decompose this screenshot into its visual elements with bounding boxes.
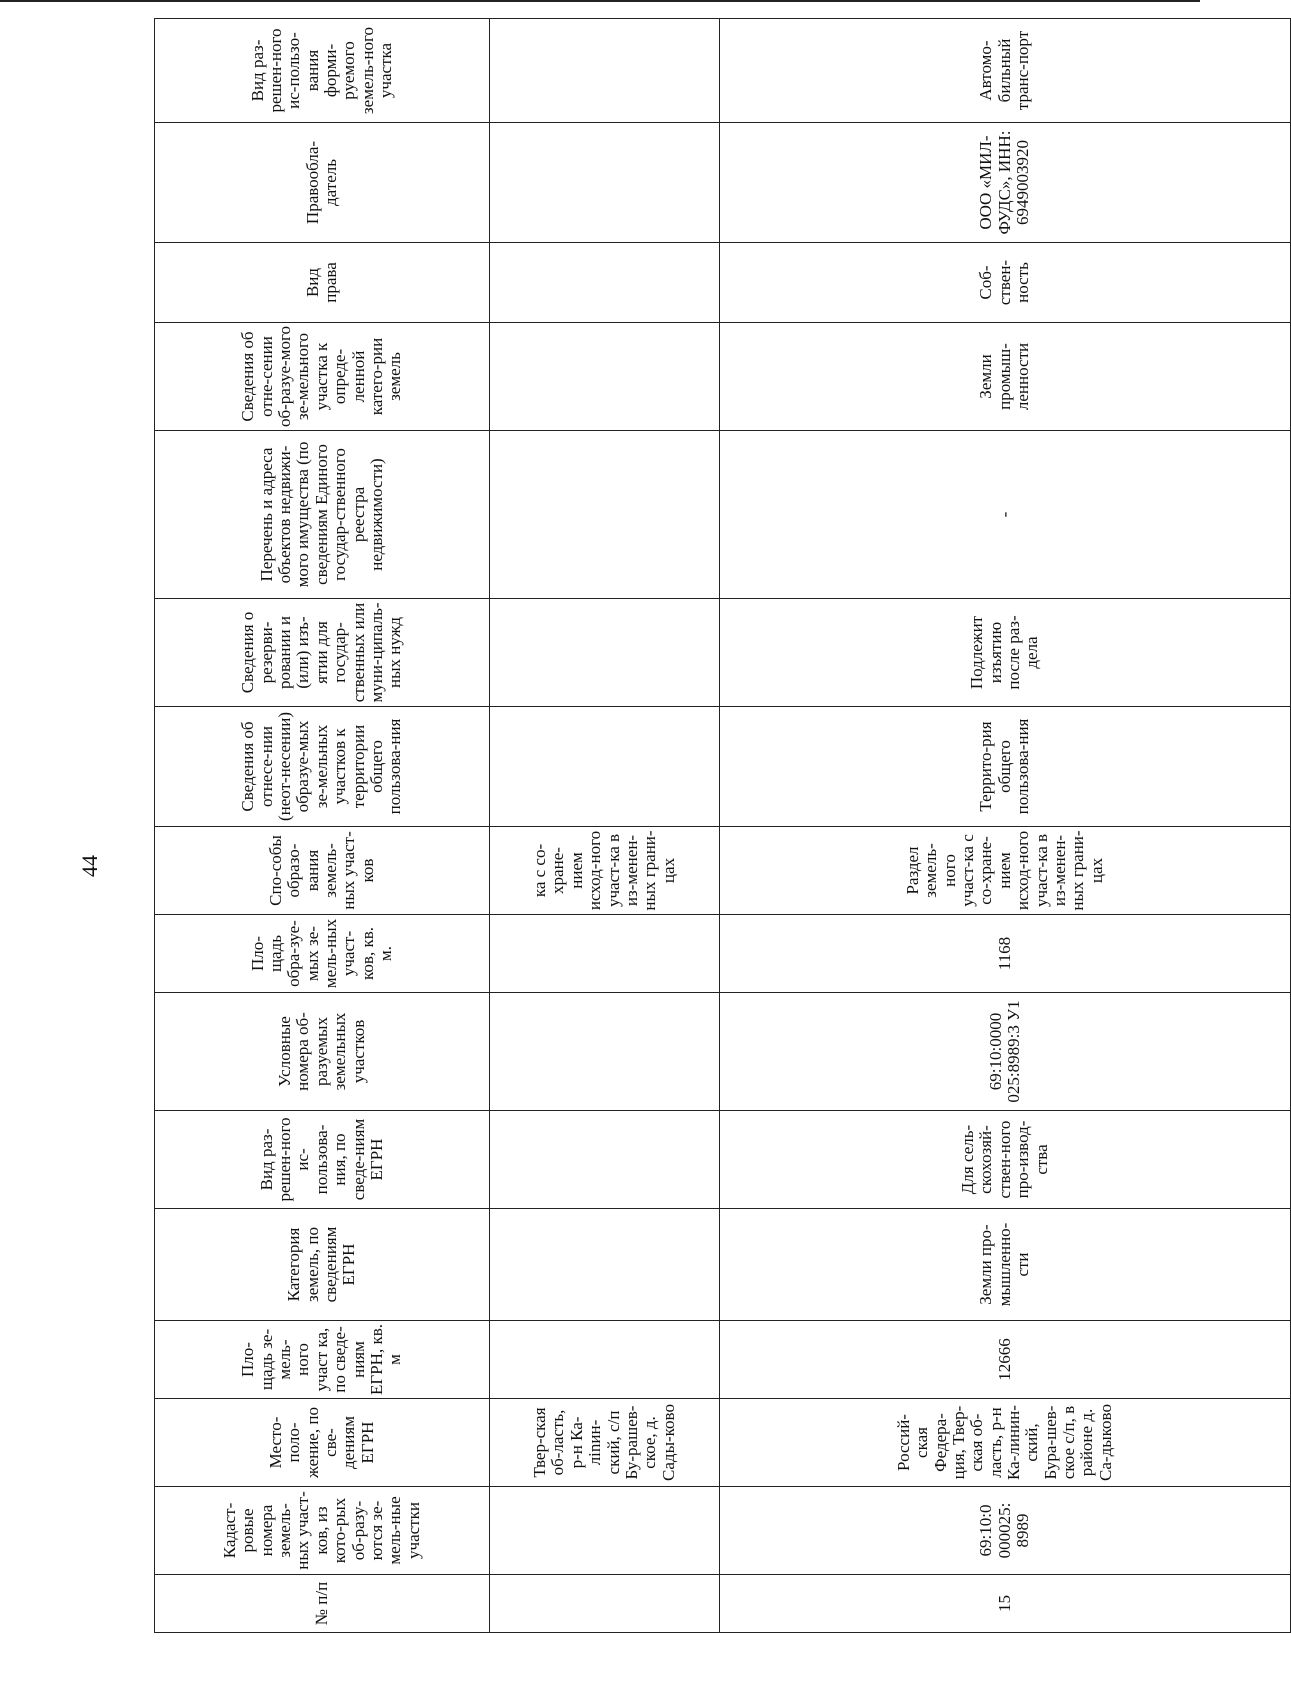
table-cell: 12666 — [720, 1321, 1291, 1399]
land-plots-table — [154, 18, 1291, 1633]
table-cell: - — [720, 431, 1291, 599]
table-cell: 1168 — [720, 915, 1291, 993]
table-header-row — [155, 19, 490, 1633]
table-cell — [490, 1575, 720, 1633]
table-cell — [490, 323, 720, 431]
header-cell-number: № п/п — [155, 1575, 490, 1633]
header-cell-public-territory: Сведения об отнесе-нии (неот-несении) образуе-мых зе-мельных участков к территории общего пользова-ния — [155, 707, 490, 827]
table-row — [490, 19, 720, 1633]
header-cell-land-category-assignment: Сведения об отне-сении об-разуе-мого зе-мельного участка к опреде-ленной катего-рии земель — [155, 323, 490, 431]
table-cell: Земли промыш-ленности — [720, 323, 1291, 431]
header-cell-conditional-numbers: Условные номера об-разуемых земельных участков — [155, 993, 490, 1111]
header-cell-reservation: Сведения о резерви-ровании и (или) изъ-ятии для государ-ственных или муни-ципаль-ных нужд — [155, 599, 490, 707]
table-row — [720, 19, 1291, 1633]
table-cell: Соб-ствен-ность — [720, 243, 1291, 323]
table-cell: Подлежит изъятию после раз-дела — [720, 599, 1291, 707]
table-cell: Террито-рия общего пользова-ния — [720, 707, 1291, 827]
header-cell-formation-methods: Спо-собы образо-вания земель-ных участ-ков — [155, 827, 490, 915]
table-cell — [490, 1209, 720, 1321]
table-cell — [490, 993, 720, 1111]
page-number: 44 — [77, 855, 102, 877]
top-border-line — [0, 0, 1200, 2]
table-cell — [490, 599, 720, 707]
header-cell-right-holder: Правообла-датель — [155, 123, 490, 243]
header-cell-formed-area: Пло-щадь обра-зуе-мых зе-мель-ных участ-ков, кв. м. — [155, 915, 490, 993]
table-cell — [490, 19, 720, 123]
table-cell: 69:10:0 000025: 8989 — [720, 1487, 1291, 1575]
table-cell: Россий-ская Федера-ция, Твер-ская об-ласть, р-н Ка-линин-ский, Бура-шев-ское с/п, в районе д. Са-дыково — [720, 1399, 1291, 1487]
table-cell: 69:10:0000 025:8989:3 У1 — [720, 993, 1291, 1111]
table-cell: Для сель-скохозяй-ствен-ного про-извод-ства — [720, 1111, 1291, 1209]
header-cell-real-estate-list: Перечень и адреса объектов недвижи-мого имущества (по сведениям Единого государ-ственного реестра недвижимости) — [155, 431, 490, 599]
table-cell — [490, 123, 720, 243]
table-cell: Твер-ская об-ласть, р-н Ка-лinин-ский, с/п Бу-рашев-ское, д. Сады-ково — [490, 1399, 720, 1487]
table-cell — [490, 1321, 720, 1399]
header-cell-right-type: Вид права — [155, 243, 490, 323]
table-cell — [490, 915, 720, 993]
header-cell-cadastral-numbers: Кадаст-ровые номера земель-ных участ-ков, из кото-рых об-разу-ются зе-мель-ные участки — [155, 1487, 490, 1575]
table-container — [154, 26, 1290, 1633]
table-cell: ка с со-хране-нием исход-ного участ-ка в из-менен-ных грани-цах — [490, 827, 720, 915]
table-cell: Раздел земель-ного участ-ка с со-хране-нием исход-ного участ-ка в из-менен-ных грани-цах — [720, 827, 1291, 915]
table-cell — [490, 431, 720, 599]
table-cell: Автомо-бильный транс-порт — [720, 19, 1291, 123]
header-cell-permitted-use: Вид раз-решен-ного ис-пользова-ния, по сведе-ниям ЕГРН — [155, 1111, 490, 1209]
table-cell — [490, 243, 720, 323]
table-cell — [490, 1111, 720, 1209]
table-cell — [490, 1487, 720, 1575]
table-cell — [490, 707, 720, 827]
rotated-table-wrapper — [154, 26, 1290, 1633]
header-cell-formed-permitted-use: Вид раз-решен-ного ис-пользо-вания форми-руемого земель-ного участка — [155, 19, 490, 123]
table-cell: 15 — [720, 1575, 1291, 1633]
table-cell: ООО «МИЛ-ФУДС», ИНН: 6949003920 — [720, 123, 1291, 243]
header-cell-location: Место-поло-жение, по све-дениям ЕГРН — [155, 1399, 490, 1487]
header-cell-area: Пло-щадь зе-мель-ного участ ка, по сведе-ниям ЕГРН, кв. м — [155, 1321, 490, 1399]
header-cell-land-category: Категория земель, по сведениям ЕГРН — [155, 1209, 490, 1321]
table-cell: Земли про-мышленно-сти — [720, 1209, 1291, 1321]
